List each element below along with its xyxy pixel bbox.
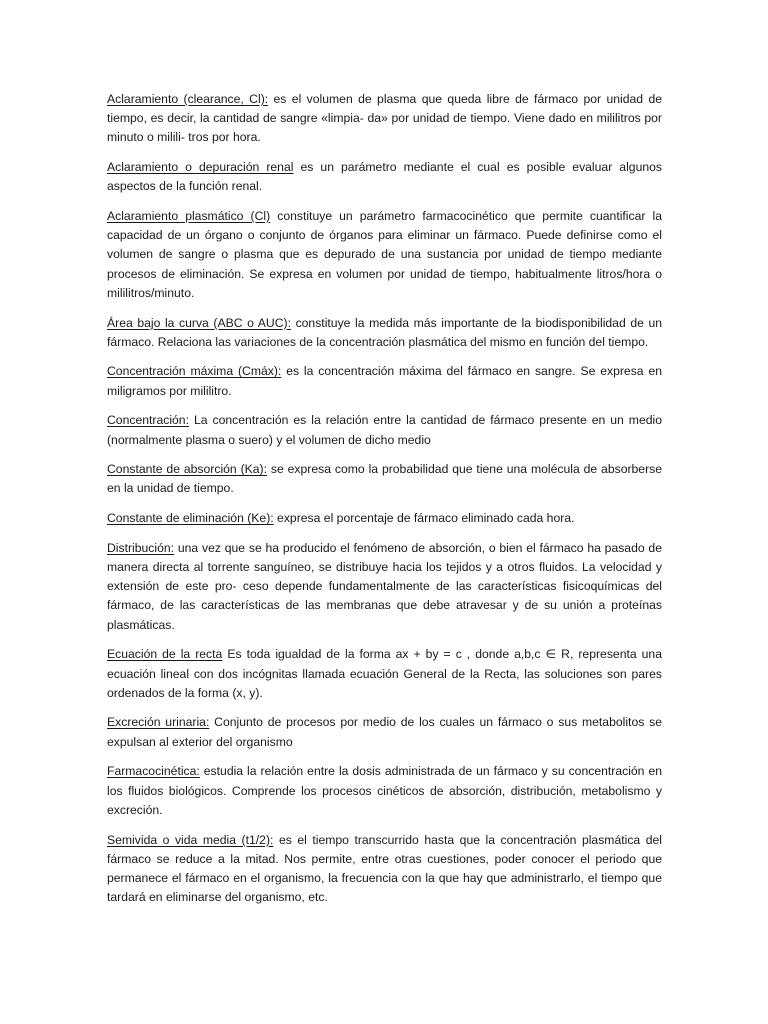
glossary-entry-semivida [107, 831, 662, 908]
entry-definition: es un parámetro mediante el cual es posible evaluar algunos aspectos de la función renal. [107, 160, 662, 194]
entry-term: Semivida o vida media (t1/2): [107, 832, 274, 847]
entry-term: Ecuación de la recta [107, 647, 223, 662]
entry-term: Concentración máxima (Cmáx): [107, 364, 282, 379]
entry-definition: constituye un parámetro farmacocinético que permite cuantificar la capacidad de un órgano o conjunto de órganos para eliminar un fármaco. Puede definirse como el volumen de sangre o plasma que es depurado de una sustancia por unidad de tiempo mediante procesos de eliminación. Se expresa en volumen por unidad de tiempo, habitualmente litros/hora o mililitros/minuto. [107, 209, 662, 300]
entry-term: Distribución: [107, 540, 175, 555]
glossary-entry-depuracion-renal [107, 158, 662, 196]
glossary [107, 90, 662, 918]
entry-term: Excreción urinaria: [107, 715, 210, 730]
entry-term: Aclaramiento plasmático (Cl) [107, 209, 271, 224]
glossary-entry-constante-absorcion [107, 460, 662, 498]
entry-term: Aclaramiento o depuración renal [107, 160, 294, 175]
glossary-entry-farmacocinetica [107, 762, 662, 820]
entry-term: Farmacocinética: [107, 764, 200, 779]
entry-definition: se expresa como la probabilidad que tiene una molécula de absorberse en la unidad de tiempo. [107, 462, 663, 496]
glossary-entry-constante-eliminacion [107, 509, 662, 528]
entry-definition: es el volumen de plasma que queda libre de fármaco por unidad de tiempo, es decir, la cantidad de sangre «limpia- da» por unidad de tiempo. Viene dado en mililitros por minuto o milili- tros por hora. [107, 92, 662, 145]
glossary-entry-ecuacion-recta [107, 645, 662, 703]
entry-definition: constituye la medida más importante de la biodisponibilidad de un fármaco. Relaciona las variaciones de la concentración plasmática del mismo en función del tiempo. [107, 315, 663, 349]
entry-definition: La concentración es la relación entre la cantidad de fármaco presente en un medio (normalmente plasma o suero) y el volumen de dicho medio [107, 413, 663, 447]
entry-term: Constante de absorción (Ka): [107, 462, 268, 477]
glossary-entry-concentracion-maxima [107, 362, 662, 400]
entry-definition: una vez que se ha producido el fenómeno de absorción, o bien el fármaco ha pasado de manera directa al torrente sanguíneo, se distribuye hacia los tejidos y a otros fluidos. La velocidad y extensión de este pro- ceso depende fundamentalmente de las características fisicoquímicas del fármaco, de las características de las membranas que debe atravesar y de su unión a proteínas plasmáticas. [107, 540, 662, 632]
glossary-entry-aclaramiento [107, 90, 662, 148]
entry-definition: Conjunto de procesos por medio de los cuales un fármaco o sus metabolitos se expulsan al exterior del organismo [107, 715, 662, 749]
glossary-entry-distribucion [107, 539, 662, 635]
entry-definition: expresa el porcentaje de fármaco eliminado cada hora. [277, 511, 575, 526]
glossary-entry-concentracion [107, 411, 662, 449]
entry-definition: Es toda igualdad de la forma ax + by = c , donde a,b,c ∈ R, representa una ecuación lineal con dos incógnitas llamada ecuación General de la Recta, las soluciones son pares ordenados de la forma (x, y). [107, 647, 662, 700]
entry-term: Área bajo la curva (ABC o AUC): [107, 315, 291, 330]
entry-definition: estudia la relación entre la dosis administrada de un fármaco y su concentración en los fluidos biológicos. Comprende los procesos cinéticos de absorción, distribución, metabolismo y excreción. [107, 764, 663, 817]
glossary-entry-excrecion-urinaria [107, 713, 662, 751]
entry-definition: es la concentración máxima del fármaco en sangre. Se expresa en miligramos por mililitro. [107, 364, 663, 398]
entry-definition: es el tiempo transcurrido hasta que la concentración plasmática del fármaco se reduce a la mitad. Nos permite, entre otras cuestiones, poder conocer el periodo que permanece el fármaco en el organismo, la frecuencia con la que hay que administrarlo, el tiempo que tardará en eliminarse del organismo, etc. [107, 832, 662, 905]
glossary-entry-aclaramiento-plasmatico [107, 207, 662, 303]
entry-term: Aclaramiento (clearance, Cl): [107, 92, 269, 106]
glossary-entry-area-bajo-curva [107, 314, 662, 352]
entry-term: Concentración: [107, 413, 189, 428]
entry-term: Constante de eliminación (Ke): [107, 511, 274, 526]
